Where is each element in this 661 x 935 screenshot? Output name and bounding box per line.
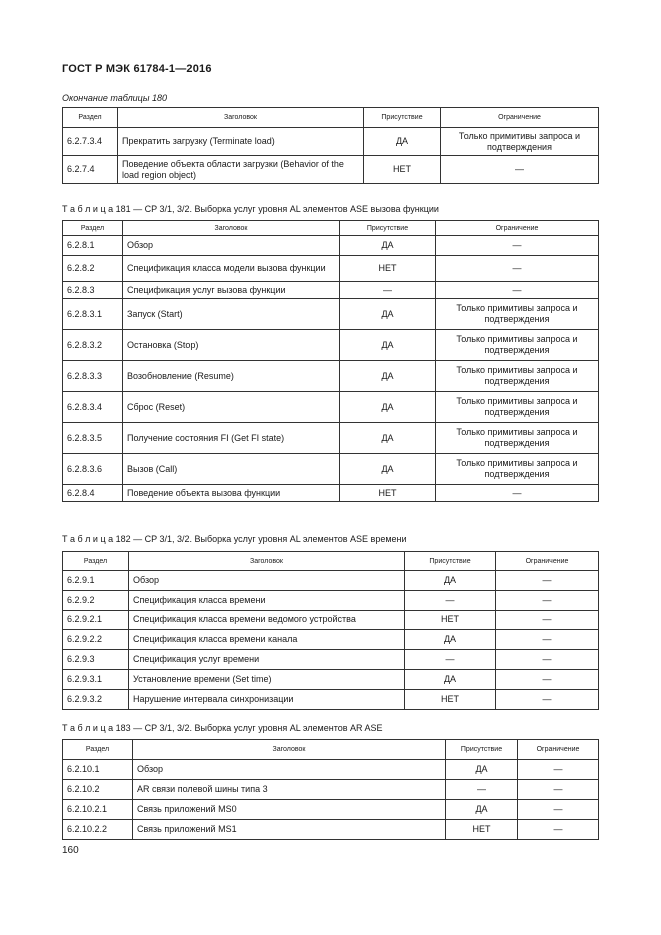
cell-section: 6.2.8.3.4 (63, 392, 123, 423)
document-header: ГОСТ Р МЭК 61784-1—2016 (62, 63, 212, 75)
cell-constraint: — (518, 820, 599, 840)
cell-presence: ДА (405, 630, 496, 650)
table-row (63, 760, 599, 780)
cell-constraint: — (496, 630, 599, 650)
table-row (63, 361, 599, 392)
cell-section: 6.2.8.3.2 (63, 330, 123, 361)
cell-constraint: Только примитивы запроса и подтверждения (436, 330, 599, 361)
column-header-constraint: Ограничение (436, 221, 599, 236)
cell-section: 6.2.8.1 (63, 236, 123, 256)
cell-constraint: Только примитивы запроса и подтверждения (436, 299, 599, 330)
table-row (63, 282, 599, 299)
table-row (63, 423, 599, 454)
cell-presence: ДА (405, 669, 496, 689)
cell-section: 6.2.9.3.1 (63, 669, 129, 689)
cell-section: 6.2.8.2 (63, 256, 123, 282)
cell-section: 6.2.9.3.2 (63, 689, 129, 709)
cell-title: Нарушение интервала синхронизации (129, 689, 405, 709)
table-183 (62, 739, 599, 840)
table-row (63, 590, 599, 610)
cell-title: Спецификация услуг времени (129, 650, 405, 670)
cell-constraint: — (496, 590, 599, 610)
cell-presence: ДА (340, 330, 436, 361)
cell-section: 6.2.9.3 (63, 650, 129, 670)
cell-constraint: — (496, 650, 599, 670)
cell-constraint: — (518, 780, 599, 800)
cell-presence: НЕТ (340, 256, 436, 282)
cell-section: 6.2.8.4 (63, 485, 123, 502)
cell-constraint: — (436, 282, 599, 299)
cell-presence: НЕТ (405, 610, 496, 630)
cell-constraint: Только примитивы запроса и подтверждения (441, 128, 599, 156)
cell-section: 6.2.7.3.4 (63, 128, 118, 156)
cell-constraint: — (436, 236, 599, 256)
cell-constraint: — (436, 485, 599, 502)
cell-section: 6.2.9.2 (63, 590, 129, 610)
column-header-constraint: Ограничение (441, 108, 599, 128)
cell-constraint: — (496, 610, 599, 630)
cell-section: 6.2.10.2 (63, 780, 133, 800)
cell-constraint: — (441, 156, 599, 184)
column-header-section: Раздел (63, 740, 133, 760)
cell-constraint: — (496, 571, 599, 591)
cell-presence: ДА (446, 760, 518, 780)
cell-title: Вызов (Call) (123, 454, 340, 485)
cell-title: Спецификация класса модели вызова функции (123, 256, 340, 282)
cell-presence: ДА (340, 361, 436, 392)
cell-presence: НЕТ (446, 820, 518, 840)
cell-section: 6.2.8.3.6 (63, 454, 123, 485)
column-header-section: Раздел (63, 552, 129, 571)
table-header-row (63, 108, 599, 128)
table-header-row (63, 740, 599, 760)
cell-title: Поведение объекта вызова функции (123, 485, 340, 502)
column-header-presence: Присутствие (364, 108, 441, 128)
table-header-row (63, 221, 599, 236)
cell-section: 6.2.8.3.3 (63, 361, 123, 392)
cell-constraint: — (436, 256, 599, 282)
column-header-constraint: Ограничение (496, 552, 599, 571)
cell-presence: — (446, 780, 518, 800)
table-180-caption: Окончание таблицы 180 (62, 93, 167, 103)
cell-section: 6.2.10.1 (63, 760, 133, 780)
cell-constraint: Только примитивы запроса и подтверждения (436, 392, 599, 423)
table-row (63, 454, 599, 485)
cell-presence: ДА (405, 571, 496, 591)
table-header-row (63, 552, 599, 571)
cell-title: Установление времени (Set time) (129, 669, 405, 689)
cell-title: Обзор (133, 760, 446, 780)
cell-title: Связь приложений MS0 (133, 800, 446, 820)
table-row (63, 330, 599, 361)
table-row (63, 689, 599, 709)
cell-presence: ДА (340, 423, 436, 454)
cell-title: Спецификация класса времени ведомого устройства (129, 610, 405, 630)
cell-section: 6.2.10.2.2 (63, 820, 133, 840)
cell-presence: ДА (340, 299, 436, 330)
column-header-title: Заголовок (133, 740, 446, 760)
cell-constraint: — (496, 669, 599, 689)
table-row (63, 571, 599, 591)
cell-title: Спецификация услуг вызова функции (123, 282, 340, 299)
cell-constraint: — (496, 689, 599, 709)
column-header-section: Раздел (63, 108, 118, 128)
cell-title: Поведение объекта области загрузки (Behavior of the load region object) (118, 156, 364, 184)
table-183-caption: Т а б л и ц а 183 — CP 3/1, 3/2. Выборка услуг уровня AL элементов AR ASE (62, 723, 383, 733)
cell-presence: ДА (446, 800, 518, 820)
column-header-section: Раздел (63, 221, 123, 236)
table-row (63, 299, 599, 330)
table-row (63, 256, 599, 282)
cell-title: Обзор (123, 236, 340, 256)
cell-title: Прекратить загрузку (Terminate load) (118, 128, 364, 156)
column-header-presence: Присутствие (340, 221, 436, 236)
table-181-caption: Т а б л и ц а 181 — CP 3/1, 3/2. Выборка услуг уровня AL элементов ASE вызова функции (62, 204, 439, 214)
column-header-title: Заголовок (123, 221, 340, 236)
table-row (63, 800, 599, 820)
table-181 (62, 220, 599, 502)
table-182-caption: Т а б л и ц а 182 — CP 3/1, 3/2. Выборка услуг уровня AL элементов ASE времени (62, 534, 407, 544)
cell-section: 6.2.7.4 (63, 156, 118, 184)
cell-section: 6.2.8.3.1 (63, 299, 123, 330)
cell-title: Спецификация класса времени канала (129, 630, 405, 650)
cell-presence: — (405, 650, 496, 670)
column-header-presence: Присутствие (405, 552, 496, 571)
cell-presence: ДА (364, 128, 441, 156)
cell-presence: НЕТ (340, 485, 436, 502)
cell-section: 6.2.9.1 (63, 571, 129, 591)
table-row (63, 650, 599, 670)
cell-section: 6.2.10.2.1 (63, 800, 133, 820)
cell-presence: — (405, 590, 496, 610)
table-row (63, 780, 599, 800)
table-row (63, 485, 599, 502)
cell-constraint: — (518, 760, 599, 780)
cell-title: Остановка (Stop) (123, 330, 340, 361)
page-number: 160 (62, 845, 79, 856)
cell-constraint: Только примитивы запроса и подтверждения (436, 423, 599, 454)
cell-title: Связь приложений MS1 (133, 820, 446, 840)
table-row (63, 392, 599, 423)
table-row (63, 128, 599, 156)
column-header-presence: Присутствие (446, 740, 518, 760)
table-row (63, 236, 599, 256)
table-182 (62, 551, 599, 710)
cell-section: 6.2.9.2.1 (63, 610, 129, 630)
cell-title: Сброс (Reset) (123, 392, 340, 423)
cell-section: 6.2.8.3 (63, 282, 123, 299)
column-header-title: Заголовок (129, 552, 405, 571)
cell-title: Получение состояния FI (Get FI state) (123, 423, 340, 454)
cell-presence: — (340, 282, 436, 299)
cell-section: 6.2.8.3.5 (63, 423, 123, 454)
table-row (63, 610, 599, 630)
cell-presence: НЕТ (405, 689, 496, 709)
cell-presence: ДА (340, 454, 436, 485)
column-header-title: Заголовок (118, 108, 364, 128)
cell-title: Запуск (Start) (123, 299, 340, 330)
table-row (63, 820, 599, 840)
table-180 (62, 107, 599, 184)
table-row (63, 630, 599, 650)
cell-constraint: Только примитивы запроса и подтверждения (436, 454, 599, 485)
cell-title: Спецификация класса времени (129, 590, 405, 610)
cell-constraint: Только примитивы запроса и подтверждения (436, 361, 599, 392)
cell-title: Обзор (129, 571, 405, 591)
cell-constraint: — (518, 800, 599, 820)
cell-title: Возобновление (Resume) (123, 361, 340, 392)
cell-presence: ДА (340, 392, 436, 423)
cell-title: AR связи полевой шины типа 3 (133, 780, 446, 800)
cell-section: 6.2.9.2.2 (63, 630, 129, 650)
table-row (63, 156, 599, 184)
column-header-constraint: Ограничение (518, 740, 599, 760)
cell-presence: ДА (340, 236, 436, 256)
table-row (63, 669, 599, 689)
cell-presence: НЕТ (364, 156, 441, 184)
